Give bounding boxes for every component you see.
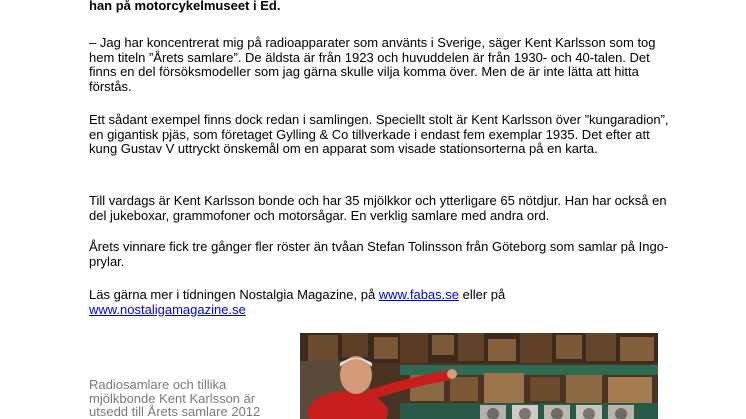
paragraph-links bbox=[89, 288, 669, 317]
photo-radio-collector bbox=[300, 333, 658, 419]
photo-caption: Radiosamlare och tillika mjölkbonde Kent Karlsson är utsedd till Årets samlare 2012 bbox=[89, 377, 261, 419]
photo-illustration bbox=[300, 333, 658, 419]
intro-bold-line: han på motorcykelmuseet i Ed. bbox=[89, 0, 281, 13]
paragraph-kungaradion: Ett sådant exempel finns dock redan i samlingen. Speciellt stolt är Kent Karlsson över ”kungaradion”, en gigantisk pjäs, som företaget Gylling & Co tillverkade i endast fem exemplar 1935. Det efter att kung Gustav V uttryckt önskemål om en apparat som visade stationsorterna på en karta. bbox=[89, 112, 669, 156]
links-prefix: Läs gärna mer i tidningen Nostalgia Magazine, på bbox=[89, 287, 379, 302]
paragraph-bonde: Till vardags är Kent Karlsson bonde och har 35 mjölkkor och ytterligare 65 nötdjur. Han har också en del jukeboxar, grammofoner och motorsågar. En verklig samlare med andra ord. bbox=[89, 193, 667, 223]
links-middle: eller på bbox=[459, 287, 506, 302]
link-fabas[interactable]: www.fabas.se bbox=[378, 287, 459, 302]
paragraph-vinnare: Årets vinnare fick tre gånger fler röster än tvåan Stefan Tolinsson från Göteborg som samlar på Ingo-prylar. bbox=[89, 239, 669, 269]
link-nostalgia-magazine[interactable]: www.nostaligamagazine.se bbox=[89, 301, 246, 317]
paragraph-quote: – Jag har koncentrerat mig på radioapparater som använts i Sverige, säger Kent Karlsson som tog hem titeln ”Årets samlare”. De äldsta är från 1923 och huvuddelen är från 1930- och 40-talen. Det finns en del försöksmodeller som jag gärna skulle vilja komma över. Men de är inte lätta att hitta förstås. bbox=[89, 35, 656, 94]
